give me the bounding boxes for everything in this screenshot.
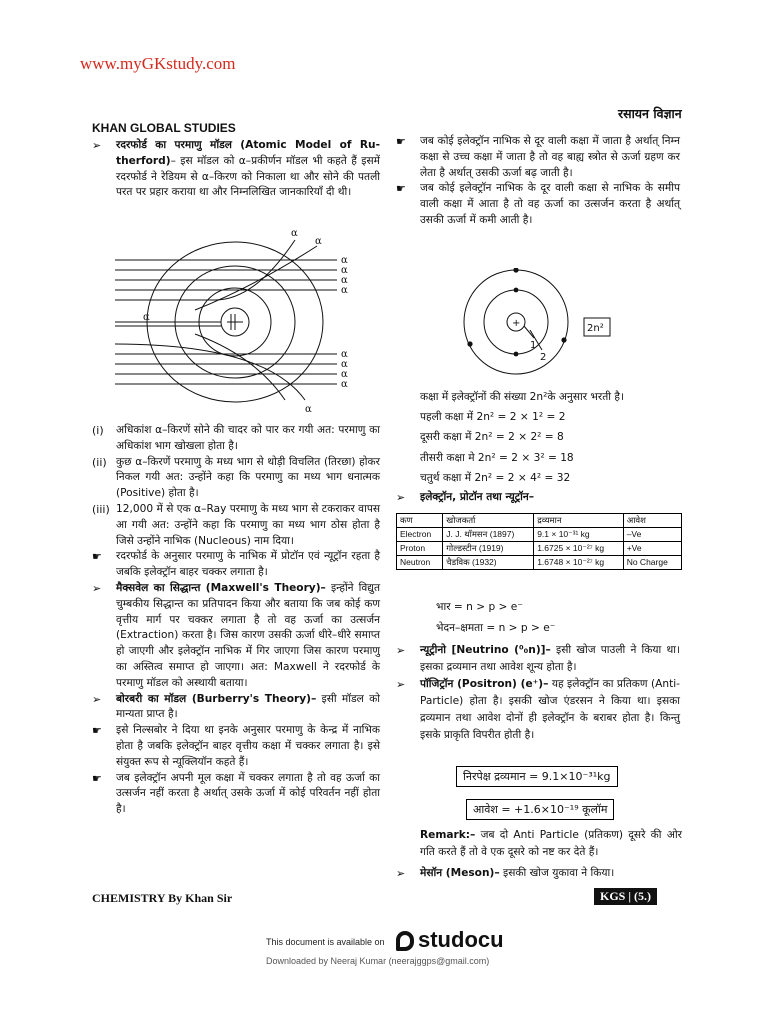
order-lines	[436, 597, 676, 639]
table-cell: J. J. थॉमसन (1897)	[443, 528, 534, 542]
table-cell: चैडविक (1932)	[443, 556, 534, 570]
shell-capacity	[420, 387, 682, 488]
pointing-hand-icon: ☛	[92, 550, 102, 564]
page-badge: KGS | (5.)	[594, 888, 657, 905]
downloaded-by: Downloaded by Neeraj Kumar (neerajggps@gmail.com)	[266, 956, 490, 966]
meson-text: इसकी खोज युकावा ने किया।	[499, 867, 615, 879]
shell-line: चतुर्थ कक्षा में 2n² = 2 × 4² = 32	[420, 471, 571, 484]
remark-text: जब दो Anti Particle (प्रतिकण) दूसरे की ओर गति करते हैं तो वे एक दूसरे को नष्ट कर देते हैं।	[420, 829, 682, 858]
list-item	[92, 723, 380, 770]
arrow-bullet-icon: ➢	[396, 678, 406, 691]
positron-section	[396, 676, 680, 744]
available-text: This document is available on	[266, 937, 385, 947]
pointing-hand-icon: ☛	[396, 135, 406, 148]
particle-table	[396, 513, 682, 570]
neutrino-text: इसी खोज पाउली ने किया था। इसका द्रव्यमान तथा आवेश शून्य होता है।	[420, 644, 681, 673]
alpha-label: α	[341, 285, 348, 296]
rutherford-title: रदरफोर्ड का परमाणु मॉडल (Atomic Model of Ru-therford)	[116, 139, 380, 167]
table-header: खोजकर्ता	[443, 514, 534, 528]
table-cell: Electron	[397, 528, 443, 542]
item-text: कुछ α–किरणें परमाणु के मध्य भाग से थोड़ी विचलित (तिरछा) होकर निकल गयी अत: उन्होंने कहा कि परमाणु का मध्य भाग धनात्मक (Positive) होता है।	[116, 455, 380, 500]
alpha-label: α	[143, 312, 150, 323]
table-cell: 1.6748 × 10⁻²⁷ kg	[534, 556, 624, 570]
rutherford-text: – इस मॉडल को α–प्रकीर्णन मॉडल भी कहते हैं इसमें रदरफोर्ड ने रेडियम से α–किरण को निकाला था और सोने की पतली परत पर प्रहार कराया था और निम्नलिखित जानकारियाँ दी थी।	[116, 154, 380, 199]
maxwell-text: इन्होंने विद्युत चुम्बकीय सिद्धान्त का प्रतिपादन किया और बताया कि जब कोई कण वृत्तीय मार्ग पर चक्कर लगाता है तो वह ऊर्जा का उत्सर्जन (Extraction) करता है। जिस कारण उसकी ऊर्जा धीरे–धीरे समाप्त हो जाएगी और इलेक्ट्रॉन नाभिक में गिर जाएगा जिस कारण परमाणु का अस्तित्व समाप्त हो जाएगा। अत: Maxwell ने रदरफोर्ड के परमाणु मॉडल को अस्थायी बताया।	[116, 581, 380, 689]
item-marker: (ii)	[92, 455, 107, 469]
mass-order: भार = n > p > e⁻	[436, 601, 523, 613]
studocu-icon	[396, 931, 414, 951]
meson-section	[396, 866, 680, 882]
badge-text: KGS	[600, 889, 626, 903]
list-item	[92, 771, 380, 818]
bohr-orbit-diagram	[456, 268, 616, 378]
item-text: जब कोई इलेक्ट्रॉन नाभिक से दूर वाली कक्षा में जाता है अर्थात् निम्न कक्षा से उच्च कक्षा में जाता है तो वह बाह्य स्त्रोत से ऊर्जा ग्रहण कर लेता है अर्थात् उसकी ऊर्जा बढ़ जाती है।	[420, 135, 680, 179]
list-item	[92, 502, 380, 549]
table-cell: गोल्डस्टीन (1919)	[443, 542, 534, 556]
positron-text: यह इलेक्ट्रॉन का प्रतिकण (Anti-Particle) होता है। इसकी खोज एंडरसन ने किया था। इसका द्रव्यमान तथा आवेश दोनों ही इलेक्ट्रॉन के बराबर होता है। किन्तु इसके प्राकृति विपरीत होती है।	[420, 678, 680, 741]
pointing-hand-icon: ☛	[92, 724, 102, 738]
studocu-logo[interactable]	[396, 927, 504, 953]
alpha-label: α	[341, 349, 348, 360]
arrow-bullet-icon: ➢	[92, 581, 102, 595]
alpha-scattering-diagram	[105, 226, 360, 416]
charge-formula-box: आवेश = +1.6×10⁻¹⁹ कूलॉम	[466, 799, 614, 820]
alpha-label: α	[341, 379, 348, 390]
header-right: रसायन विज्ञान	[618, 106, 682, 121]
table-row	[397, 556, 682, 570]
alpha-label: α	[291, 228, 298, 239]
positron-title: पॉजिट्रॉन (Positron) (e⁺)–	[420, 678, 549, 690]
right-column	[396, 134, 680, 229]
item-text: इसे निल्सबोर ने दिया था इनके अनुसार परमाणु के केन्द्र में नाभिक होता है जबकि इलेक्ट्रॉन बाहर वृत्तीय कक्षा में चक्कर लगाता है। इसे संयुक्त रूप से न्यूक्लियॉन कहते हैं।	[116, 724, 380, 768]
table-cell: 9.1 × 10⁻³¹ kg	[534, 528, 624, 542]
left-column	[92, 138, 380, 201]
remark-block	[420, 827, 682, 861]
item-text: अधिकांश α–किरणें सोने की चादर को पार कर गयी अत: परमाणु का अधिकांश भाग खोखला होता है।	[116, 424, 380, 452]
table-header: आवेश	[623, 514, 681, 528]
studocu-brand: studocu	[418, 927, 504, 952]
table-heading-text: इलेक्ट्रॉन, प्रोटॉन तथा न्यूट्रॉन–	[420, 491, 535, 503]
table-cell: Neutron	[397, 556, 443, 570]
table-header: द्रव्यमान	[534, 514, 624, 528]
remark-title: Remark:–	[420, 829, 476, 841]
rutherford-section	[92, 138, 380, 201]
pointing-hand-icon: ☛	[92, 771, 102, 785]
left-column-lower	[92, 423, 380, 818]
list-item	[92, 549, 380, 581]
pointing-hand-icon: ☛	[396, 182, 406, 196]
table-row	[397, 528, 682, 542]
header-left: KHAN GLOBAL STUDIES	[92, 121, 236, 135]
neutrino-title: न्यूट्रीनो [Neutrino (⁰₀n)]–	[420, 644, 551, 656]
arrow-bullet-icon: ➢	[92, 692, 102, 706]
maxwell-section	[92, 581, 380, 692]
alpha-label: α	[341, 369, 348, 380]
meson-title: मेसॉन (Meson)–	[420, 867, 500, 879]
list-item	[396, 134, 680, 181]
bohr-text: इसी मॉडल को मान्यता प्राप्त है।	[116, 692, 380, 721]
arrow-bullet-icon: ➢	[396, 491, 406, 504]
maxwell-title: मैक्सवेल का सिद्धान्त (Maxwell's Theory)–	[116, 581, 326, 594]
bohr-section	[92, 692, 380, 724]
arrow-bullet-icon: ➢	[396, 644, 406, 657]
shell-line: पहली कक्षा में 2n² = 2 × 1² = 2	[420, 411, 566, 424]
alpha-label: α	[341, 275, 348, 286]
table-heading	[396, 490, 680, 506]
item-text: रदरफोर्ड के अनुसार परमाणु के नाभिक में प्रोटॉन एवं न्यूट्रॉन रहता है जबकि इलेक्ट्रॉन बाहर चक्कर लगाता है।	[116, 550, 380, 579]
item-text: 12,000 में से एक α–Ray परमाणु के मध्य भाग से टकराकर वापस आ गयी अत: उन्होंने कहा कि परमाणु का मध्य भाग ठोस होता है जिसे उन्होंने नाभिक (Nucleous) नाम दिया।	[116, 502, 380, 547]
orbit-label-2: 2	[540, 352, 547, 363]
right-column-lower	[396, 642, 680, 744]
alpha-label: α	[341, 359, 348, 370]
table-row	[397, 542, 682, 556]
mass-formula-box: निरपेक्ष द्रव्यमान = 9.1×10⁻³¹kg	[456, 766, 618, 787]
item-marker: (i)	[92, 424, 104, 437]
arrow-bullet-icon: ➢	[396, 867, 406, 880]
list-item	[92, 455, 380, 502]
table-cell: Proton	[397, 542, 443, 556]
alpha-label: α	[341, 255, 348, 266]
item-text: जब कोई इलेक्ट्रॉन नाभिक के दूर वाली कक्षा से नाभिक के समीप वाली कक्षा में आता है तो वह ऊर्जा का उत्सर्जन करता है अर्थात् उसकी ऊर्जा में कमी आती है।	[420, 182, 680, 226]
meson-block	[396, 866, 680, 882]
table-cell: +Ve	[623, 542, 681, 556]
table-cell: 1.6725 × 10⁻²⁷ kg	[534, 542, 624, 556]
list-item	[396, 181, 680, 228]
penetration-order: भेदन–क्षमता = n > p > e⁻	[436, 622, 556, 634]
shell-line: तीसरी कक्षा मे 2n² = 2 × 3² = 18	[420, 451, 574, 464]
alpha-label: α	[315, 236, 322, 247]
item-marker: (iii)	[92, 502, 110, 516]
alpha-label: α	[341, 265, 348, 276]
item-text: जब इलेक्ट्रॉन अपनी मूल कक्षा में चक्कर लगाता है तो वह ऊर्जा का उत्सर्जन नहीं करता है अर्थात् उसके ऊर्जा में कोई परिवर्तन नहीं होता है।	[116, 771, 380, 816]
nucleus-plus: +	[512, 318, 521, 329]
bohr-title: बोरबरी का मॉडल (Burberry's Theory)–	[116, 692, 317, 705]
capacity-intro: कक्षा में इलेक्ट्रॉनों की संख्या 2n²के अनुसार भरती है।	[420, 391, 624, 403]
footer-left: CHEMISTRY By Khan Sir	[92, 891, 233, 905]
neutrino-section	[396, 642, 680, 676]
shell-line: दूसरी कक्षा में 2n² = 2 × 2² = 8	[420, 431, 564, 444]
table-cell: No Charge	[623, 556, 681, 570]
orbit-formula: 2n²	[587, 323, 604, 334]
table-header: कण	[397, 514, 443, 528]
arrow-bullet-icon: ➢	[92, 139, 102, 152]
table-cell: –Ve	[623, 528, 681, 542]
site-url[interactable]: www.myGKstudy.com	[80, 54, 236, 73]
list-item	[92, 423, 380, 455]
orbit-label-1: 1	[530, 340, 537, 351]
page-number: (5.)	[634, 889, 651, 903]
alpha-label: α	[305, 404, 312, 415]
